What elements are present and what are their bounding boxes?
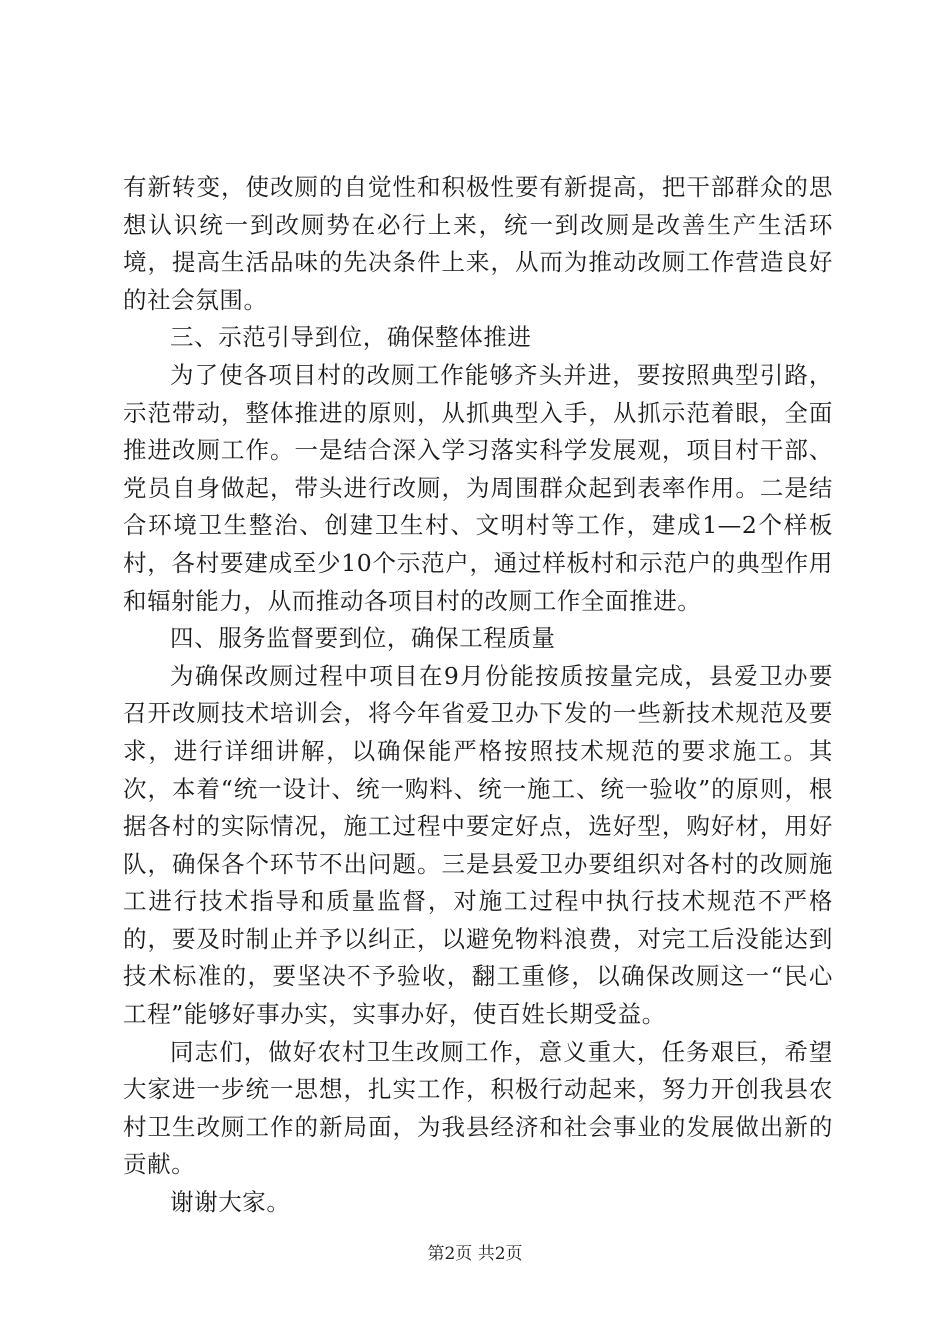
section-heading-3: 三、示范引导到位，确保整体推进 <box>170 323 532 352</box>
paragraph-demonstration: 为了使各项目村的改厕工作能够齐头并进，要按照典型引路，示范带动，整体推进的原则，从抓典型入手，从抓示范着眼，全面推进改厕工作。一是结合深入学习落实科学发展观，项目村干部、党员自身做起，带头进行改厕，为周围群众起到表率作用。二是结合环境卫生整治、创建卫生村、文明村等工作，建成1—2个样板村，各村要建成至少10个示范户，通过样板村和示范户的典型作用和辐射能力，从而推动各项目村的改厕工作全面推进。 <box>123 360 833 615</box>
paragraph-continuation: 有新转变，使改厕的自觉性和积极性要有新提高，把干部群众的思想认识统一到改厕势在必行上来，统一到改厕是改善生产生活环境，提高生活品味的先决条件上来，从而为推动改厕工作营造良好的社会氛围。 <box>123 173 833 314</box>
section-heading-4: 四、服务监督要到位，确保工程质量 <box>170 624 556 653</box>
paragraph-supervision: 为确保改厕过程中项目在9月份能按质按量完成，县爱卫办要召开改厕技术培训会，将今年省爱卫办下发的一些新技术规范及要求，进行详细讲解，以确保能严格按照技术规范的要求施工。其次，本着“统一设计、统一购料、统一施工、统一验收”的原则，根据各村的实际情况，施工过程中要定好点，选好型，购好材，用好队，确保各个环节不出问题。三是县爱卫办要组织对各村的改厕施工进行技术指导和质量监督，对施工过程中执行技术规范不严格的，要及时制止并予以纠正，以避免物料浪费，对完工后没能达到技术标准的，要坚决不予验收，翻工重修，以确保改厕这一“民心工程”能够好事办实，实事办好，使百姓长期受益。 <box>123 661 833 1029</box>
paragraph-closing: 同志们，做好农村卫生改厕工作，意义重大，任务艰巨，希望大家进一步统一思想，扎实工作，积极行动起来，努力开创我县农村卫生改厕工作的新局面，为我县经济和社会事业的发展做出新的贡献。 <box>123 1037 833 1179</box>
page-number-footer: 第2页 共2页 <box>427 1244 523 1264</box>
paragraph-thanks: 谢谢大家。 <box>170 1188 291 1217</box>
document-body <box>123 169 833 1222</box>
